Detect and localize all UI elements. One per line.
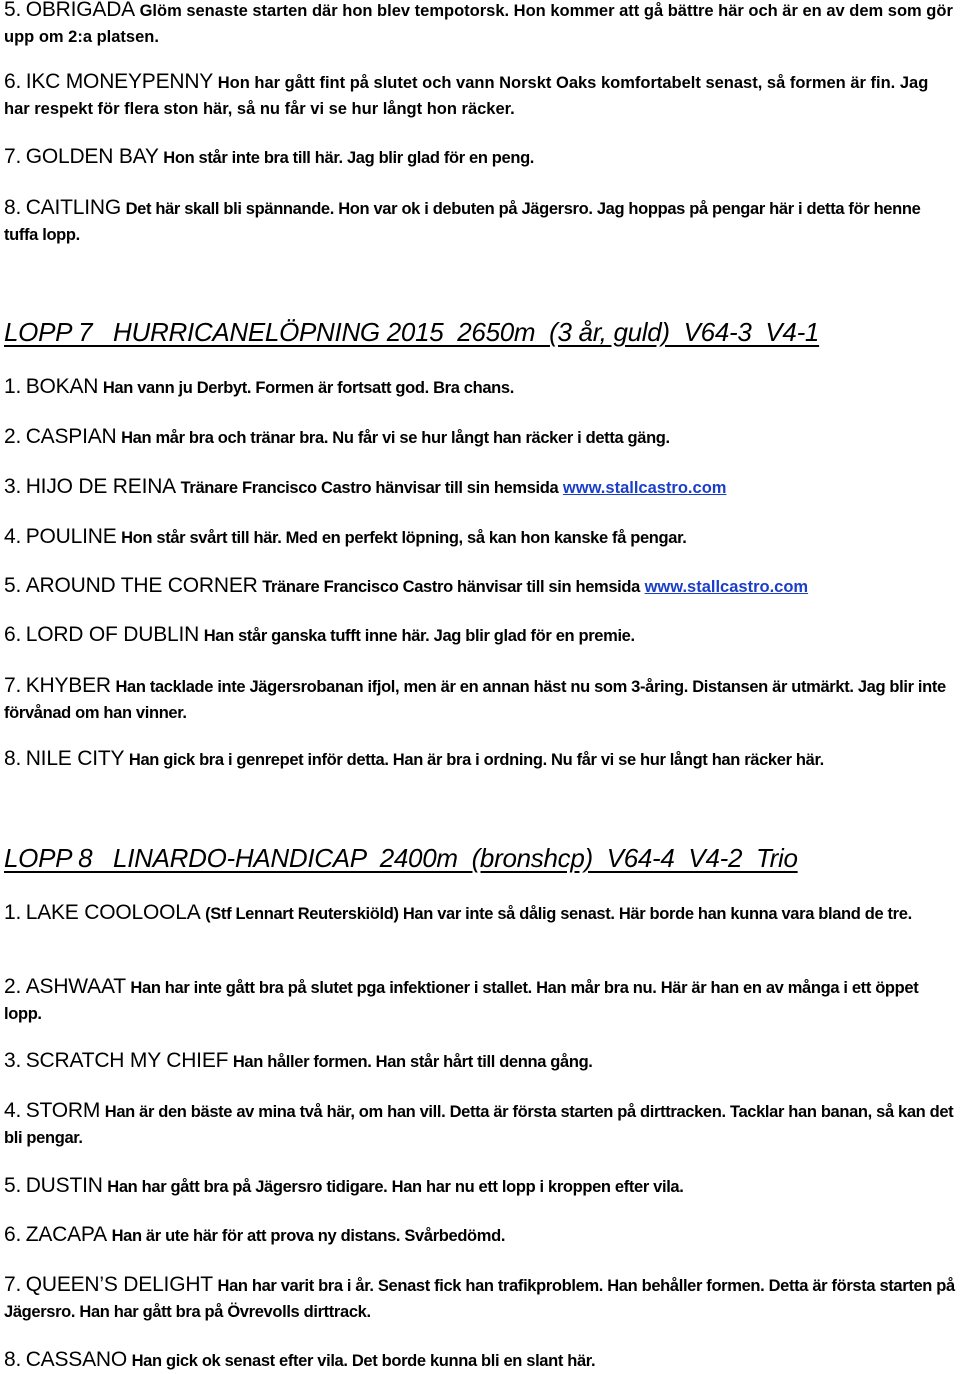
entry-number: 6. <box>4 623 22 646</box>
comment: Han tacklade inte Jägersrobanan ifjol, men är en annan häst nu som 3-åring. Distansen är utmärkt. Jag blir inte förvånad om han vinner. <box>4 678 946 722</box>
comment: Han mår bra och tränar bra. Nu får vi se hur långt han räcker i detta gäng. <box>121 429 670 447</box>
entry-number: 7. <box>4 1273 22 1296</box>
comment: Han gick ok senast efter vila. Det borde kunna bli en slant här. <box>131 1352 596 1370</box>
comment: Tränare Francisco Castro hänvisar till sin hemsida <box>180 479 559 497</box>
entry-number: 1. <box>4 901 22 924</box>
comment: Hon står svårt till här. Med en perfekt löpning, så kan hon kanske få pengar. <box>121 529 687 547</box>
entry-number: 6. <box>4 1223 22 1246</box>
comment: Glöm senaste starten där hon blev tempotorsk. Hon kommer att gå bättre här och är en av dem som gör upp om 2:a platsen. <box>4 2 953 46</box>
comment: Hon står inte bra till här. Jag blir glad för en peng. <box>163 149 535 167</box>
race6-entry-5 <box>4 0 956 50</box>
horse-name: KHYBER <box>25 674 111 697</box>
horse-name: CASPIAN <box>25 425 117 448</box>
entry-number: 5. <box>4 574 22 597</box>
comment: Han har inte gått bra på slutet pga infektioner i stallet. Han mår bra nu. Här är han en av många i ett öppet lopp. <box>4 979 919 1023</box>
horse-name: CAITLING <box>25 196 121 219</box>
horse-name: IKC MONEYPENNY <box>25 70 214 93</box>
horse-name: CASSANO <box>25 1348 128 1371</box>
race7-heading: LOPP 7 HURRICANELÖPNING 2015 2650m (3 år, guld) V64-3 V4-1 <box>4 317 820 347</box>
entry-number: 7. <box>4 145 22 168</box>
race7-entry-6 <box>4 622 956 649</box>
horse-name: GOLDEN BAY <box>25 145 159 168</box>
race8-entry-4 <box>4 1098 956 1151</box>
comment: Han gick bra i genrepet inför detta. Han är bra i ordning. Nu får vi se hur långt han räcker här. <box>128 751 824 769</box>
comment: Det här skall bli spännande. Hon var ok i debuten på Jägersro. Jag hoppas på pengar här i detta för henne tuffa lopp. <box>4 200 921 244</box>
entry-number: 8. <box>4 196 22 219</box>
entry-number: 5. <box>4 1174 22 1197</box>
race8-entry-1 <box>4 900 956 927</box>
race8-entry-2 <box>4 974 956 1027</box>
horse-name: QUEEN’S DELIGHT <box>25 1273 213 1296</box>
race7-entry-3 <box>4 474 956 501</box>
horse-name: ASHWAAT <box>25 975 126 998</box>
race8-entry-8 <box>4 1347 956 1374</box>
horse-name: HIJO DE REINA <box>25 475 176 498</box>
race8-entry-6 <box>4 1222 956 1249</box>
comment: Han är den bäste av mina två här, om han vill. Detta är första starten på dirttracken. Tacklar han banan, så kan det bli pengar. <box>4 1103 954 1147</box>
entry-number: 6. <box>4 70 22 93</box>
horse-name: ZACAPA <box>25 1223 107 1246</box>
comment: Tränare Francisco Castro hänvisar till sin hemsida <box>262 578 640 596</box>
comment: Han vann ju Derbyt. Formen är fortsatt god. Bra chans. <box>102 379 514 397</box>
race7-entry-8 <box>4 746 956 773</box>
comment: Han har varit bra i år. Senast fick han trafikproblem. Han behåller formen. Detta är första starten på Jägersro. Han har gått bra på Övrevolls dirttrack. <box>4 1277 955 1321</box>
stallcastro-link[interactable]: www.stallcastro.com <box>562 479 727 497</box>
entry-number: 4. <box>4 1099 22 1122</box>
horse-name: LAKE COOLOOLA <box>25 901 201 924</box>
race6-entry-6 <box>4 69 956 122</box>
entry-number: 8. <box>4 1348 22 1371</box>
race7-entry-4 <box>4 524 956 551</box>
race7-entry-1 <box>4 374 956 401</box>
entry-number: 1. <box>4 375 22 398</box>
horse-name: STORM <box>25 1099 101 1122</box>
comment: Han är ute här för att prova ny distans. Svårbedömd. <box>111 1227 506 1245</box>
horse-name: POULINE <box>25 525 117 548</box>
race6-entry-7 <box>4 144 956 171</box>
race8-heading: LOPP 8 LINARDO-HANDICAP 2400m (bronshcp) V64-4 V4-2 Trio <box>4 843 798 873</box>
horse-name: BOKAN <box>25 375 99 398</box>
horse-name: SCRATCH MY CHIEF <box>25 1049 229 1072</box>
horse-name: NILE CITY <box>25 747 125 770</box>
entry-number: 7. <box>4 674 22 697</box>
comment: Hon har gått fint på slutet och vann Norskt Oaks komfortabelt senast, så formen är fin. Jag har respekt för flera ston här, så nu får vi se hur långt hon räcker. <box>4 74 929 118</box>
entry-number: 2. <box>4 975 22 998</box>
horse-name: DUSTIN <box>25 1174 103 1197</box>
race8-entry-3 <box>4 1048 956 1075</box>
race8-entry-5 <box>4 1173 956 1200</box>
entry-number: 2. <box>4 425 22 448</box>
horse-name: LORD OF DUBLIN <box>25 623 200 646</box>
horse-name: AROUND THE CORNER <box>25 574 258 597</box>
race6-entry-8 <box>4 195 956 248</box>
entry-number: 3. <box>4 1049 22 1072</box>
stallcastro-link[interactable]: www.stallcastro.com <box>644 578 809 596</box>
entry-number: 5. <box>4 0 22 21</box>
comment: Han håller formen. Han står hårt till denna gång. <box>232 1053 593 1071</box>
race7-entry-2 <box>4 424 956 451</box>
comment: (Stf Lennart Reuterskiöld) Han var inte så dålig senast. Här borde han kunna vara bland de tre. <box>205 905 912 923</box>
race7-entry-7 <box>4 673 956 726</box>
comment: Han står ganska tufft inne här. Jag blir glad för en premie. <box>203 627 635 645</box>
race7-entry-5 <box>4 573 956 600</box>
comment: Han har gått bra på Jägersro tidigare. Han har nu ett lopp i kroppen efter vila. <box>107 1178 684 1196</box>
entry-number: 4. <box>4 525 22 548</box>
race8-entry-7 <box>4 1272 956 1325</box>
horse-name: OBRIGADA <box>25 0 135 21</box>
entry-number: 3. <box>4 475 22 498</box>
entry-number: 8. <box>4 747 22 770</box>
